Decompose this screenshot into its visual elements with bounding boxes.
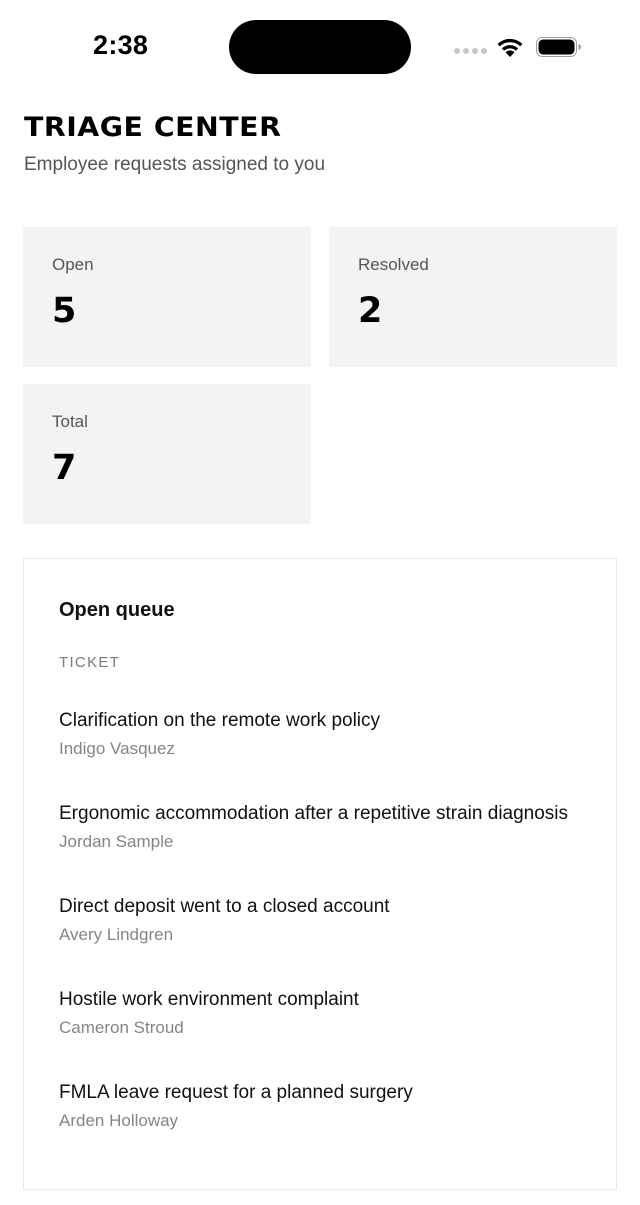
open-queue-panel [23,558,617,1190]
stat-card-resolved [329,227,617,367]
dynamic-island [229,20,411,74]
stat-value: 7 [52,448,77,488]
ticket-row[interactable] [59,895,581,988]
page-title: TRIAGE CENTER [24,112,282,143]
ticket-title: Clarification on the remote work policy [59,710,381,731]
ticket-row[interactable] [59,988,581,1081]
ticket-title: FMLA leave request for a planned surgery [59,1082,413,1103]
wifi-icon [496,36,524,58]
stat-value: 5 [52,291,77,331]
ticket-requester: Jordan Sample [59,832,174,851]
queue-title: Open queue [59,599,175,621]
ticket-requester: Avery Lindgren [59,925,174,944]
ticket-requester: Indigo Vasquez [59,739,175,758]
signal-dots-icon [454,48,487,54]
stat-label: Open [52,255,94,274]
page-subtitle: Employee requests assigned to you [24,154,326,175]
stat-label: Resolved [358,255,429,274]
ticket-title: Direct deposit went to a closed account [59,896,390,917]
ticket-row[interactable] [59,1081,581,1174]
stat-card-total [23,384,311,524]
battery-icon [536,37,582,57]
ticket-title: Ergonomic accommodation after a repetitive strain diagnosis [59,803,569,824]
ticket-row[interactable] [59,802,581,895]
status-bar [0,0,640,96]
ticket-requester: Arden Holloway [59,1111,179,1130]
ticket-requester: Cameron Stroud [59,1018,184,1037]
stat-value: 2 [358,291,383,331]
ticket-title: Hostile work environment complaint [59,989,359,1010]
queue-column-header: TICKET [59,654,121,671]
stat-label: Total [52,412,88,431]
ticket-row[interactable] [59,709,581,802]
stat-card-open [23,227,311,367]
ticket-list [59,709,581,1174]
status-time: 2:38 [93,30,149,60]
